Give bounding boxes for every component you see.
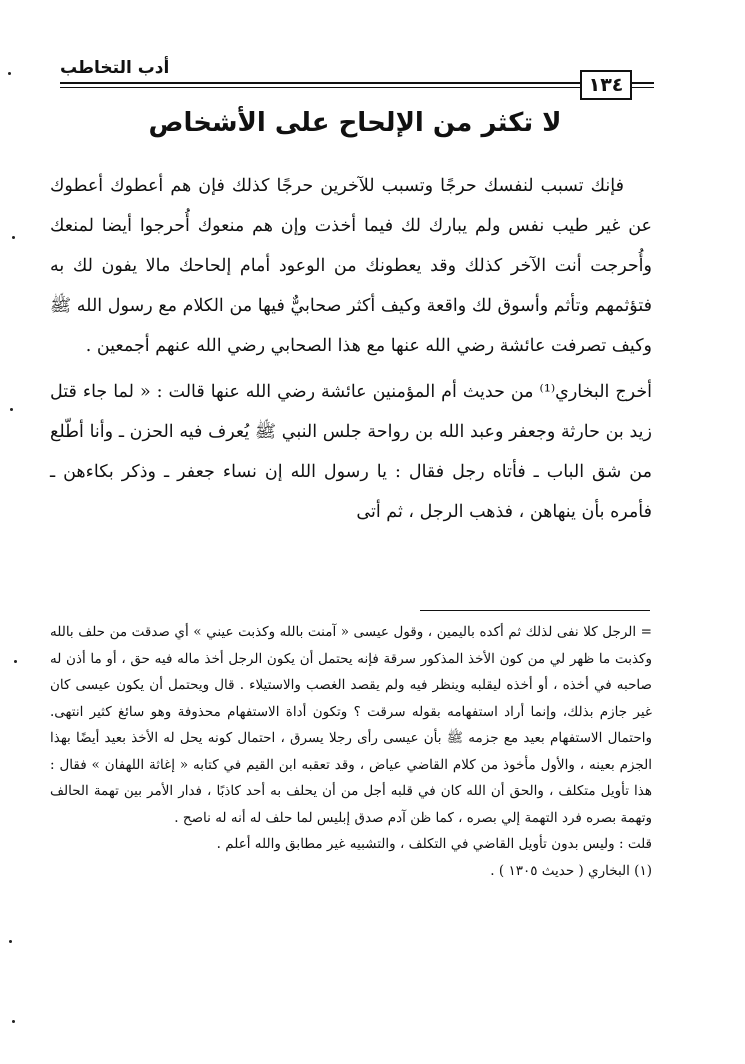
scan-speck (10, 408, 13, 411)
paragraph-hadith: أخرج البخاري⁽¹⁾ من حديث أم المؤمنين عائشة رضي الله عنها قالت : « لما جاء قتل زيد بن حارثة وجعفر وعبد الله بن رواحة جلس النبي ﷺ يُعرف فيه الحزن ـ وأنا أطّلع من شق الباب ـ فأتاه رجل فقال : يا رسول الله إن نساء جعفر ـ وذكر بكاءهن ـ فأمره بأن ينهاهن ، فذهب الرجل ، ثم أتى (50, 382, 652, 522)
scan-speck (14, 660, 17, 663)
footnote-continuation: = الرجل كلا نفى لذلك ثم أكده باليمين ، وقول عيسى « آمنت بالله وكذبت عيني » أي صدقت من حلف بالله وكذبت ما ظهر لي من كون الأخذ المذكور سرقة فإنه يحتمل أن يكون الرجل أخذ ماله فيه حق ، أو ما أذن له صاحبه في أخذه ، أو أخذه ليقلبه وينظر فيه ولم يقصد الغصب والاستيلاء . قال ويحتمل أن يكون عيسى كان غير جازم بذلك، وإنما أراد استفهامه بقوله سرقت ؟ وتكون أداة الاستفهام محذوفة وهو سائغ كثير انتهى. واحتمال الاستفهام بعيد مع جزمه ﷺ بأن عيسى رأى رجلا يسرق ، احتمال كونه يحل له الأخذ بعيد أيضًا بهذا الجزم بعينه ، والأول مأخوذ من كلام القاضي عياض ، وقد تعقبه ابن القيم في كتابه « إغاثة اللهفان » فقال : هذا تأويل متكلف ، والحق أن الله كان في قلبه أجل من أن يحلف به أحد كاذبًا ، فدار الأمر بين تهمة الحالف وتهمة بصره فرد التهمة إلي بصره ، كما ظن آدم صدق إبليس لما حلف له أنه له ناصح . (50, 624, 652, 826)
scan-speck (8, 72, 11, 75)
scan-speck (12, 236, 15, 239)
section-heading: لا تكثر من الإلحاح على الأشخاص (148, 108, 562, 138)
main-text (50, 166, 652, 532)
header-rule (60, 82, 580, 84)
footnotes (50, 619, 652, 884)
page-number: ١٣٤ (580, 70, 632, 100)
footnote-separator (420, 610, 650, 611)
footnote-remark: قلت : وليس بدون تأويل القاضي في التكلف ، والتشبيه غير مطابق والله أعلم . (216, 836, 652, 852)
running-title: أدب التخاطب (60, 58, 170, 78)
footnote-1: (١) البخاري ( حديث ١٣٠٥ ) . (490, 862, 652, 879)
header-rule-thin (60, 87, 580, 88)
scan-speck (12, 1020, 15, 1023)
paragraph-intro: فإنك تسبب لنفسك حرجًا وتسبب للآخرين حرجًا كذلك فإن هم أعطوك أعطوك عن غير طيب نفس ولم يبارك لك فيما أخذت وإن هم منعوك أُحرجوا أيضا لمنعك وأُحرجت أنت الآخر كذلك وقد يعطونك من الوعود أمام إلحاحك مالا يفون لك به فتؤثمهم وتأثم وأسوق لك واقعة وكيف أكثر صحابيٌّ فيها من الكلام مع رسول الله ﷺ وكيف تصرفت عائشة رضي الله عنها مع هذا الصحابي رضي الله عنهم أجمعين . (50, 176, 652, 356)
scan-speck (9, 940, 12, 943)
